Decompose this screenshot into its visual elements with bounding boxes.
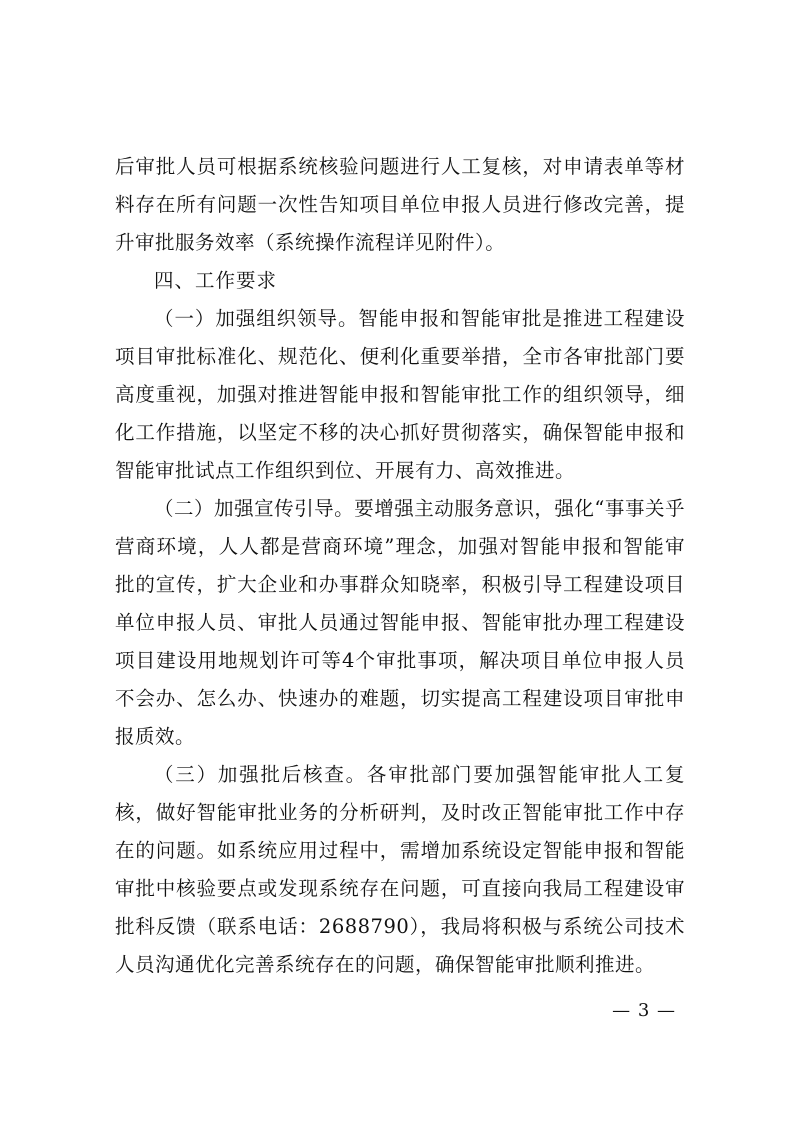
section-heading: 四、工作要求 [154,269,278,292]
item-2-lead: （二）加强宣传引导。 [154,497,355,520]
document-body [115,148,685,984]
requirement-item-1 [115,300,685,490]
page-number: — 3 — [612,1000,676,1021]
item-3-lead: （三）加强批后核查。 [154,763,367,786]
item-3-body: 各审批部门要加强智能审批人工复核，做好智能审批业务的分析研判，及时改正智能审批工作中存在的问题。如系统应用过程中，需增加系统设定智能申报和智能审批中核验要点或发现系统存在问题，可直接向我局工程建设审批科反馈（联系电话：2688790），我局将积极与系统公司技术人员沟通优化完善系统存在的问题，确保智能审批顺利推进。 [115,763,685,976]
requirement-item-3 [115,756,685,984]
requirement-item-2 [115,490,685,756]
item-1-lead: （一）加强组织领导。 [154,307,359,330]
intro-paragraph: 后审批人员可根据系统核验问题进行人工复核，对申请表单等材料存在所有问题一次性告知项目单位申报人员进行修改完善，提升审批服务效率（系统操作流程详见附件）。 [115,155,685,254]
item-1-body: 智能申报和智能审批是推进工程建设项目审批标准化、规范化、便利化重要举措，全市各审批部门要高度重视，加强对推进智能申报和智能审批工作的组织领导，细化工作措施，以坚定不移的决心抓好贯彻落实，确保智能申报和智能审批试点工作组织到位、开展有力、高效推进。 [115,307,685,482]
item-2-body: 要增强主动服务意识，强化“事事关乎营商环境，人人都是营商环境”理念，加强对智能申报和智能审批的宣传，扩大企业和办事群众知晓率，积极引导工程建设项目单位申报人员、审批人员通过智能申报、智能审批办理工程建设项目建设用地规划许可等4个审批事项，解决项目单位申报人员不会办、怎么办、快速办的难题，切实提高工程建设项目审批申报质效。 [115,497,685,748]
